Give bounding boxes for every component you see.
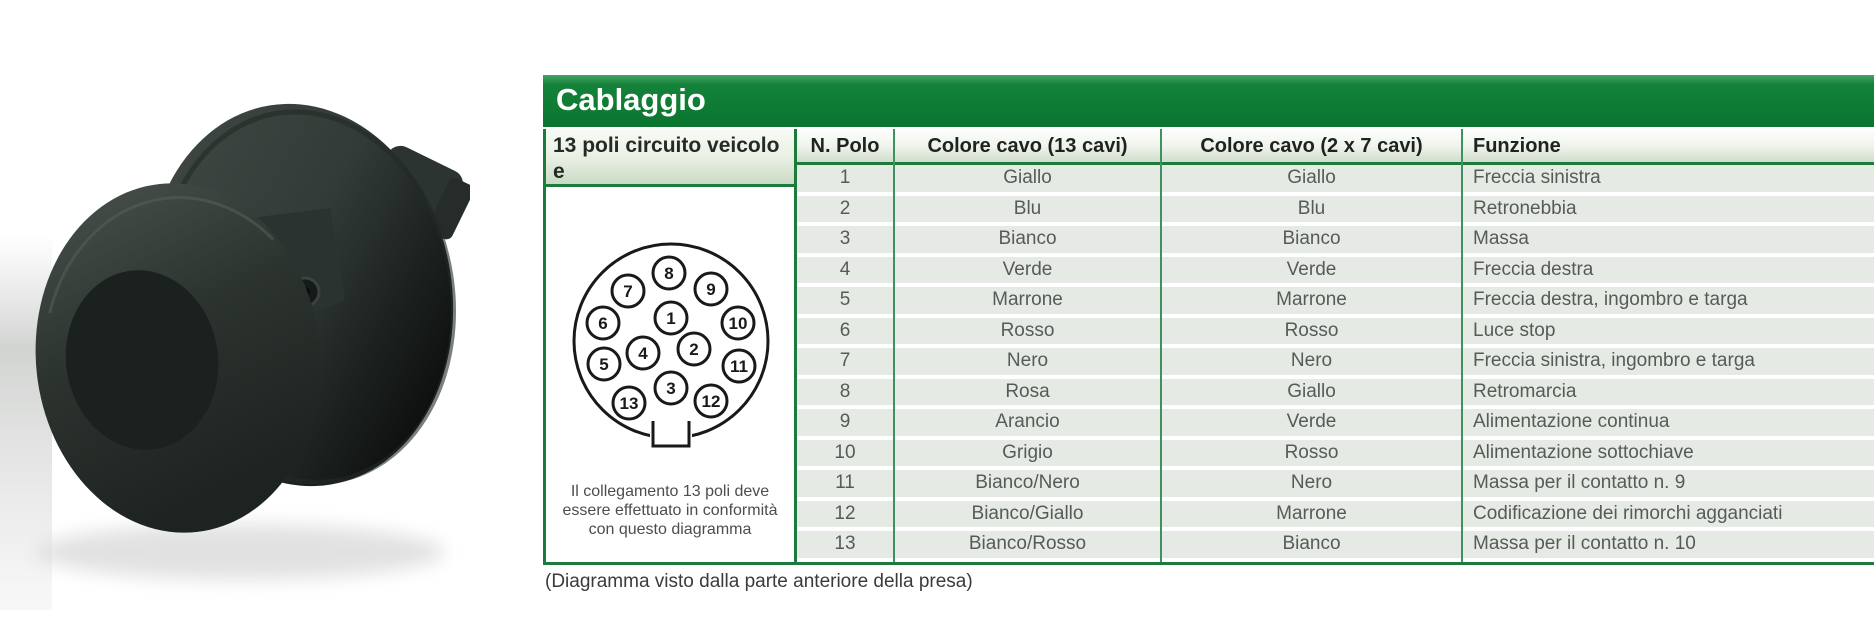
connector-photo-svg [0,60,470,620]
cell-polo-row-13: 13 [797,531,893,562]
cell-c27-row-11: Nero [1162,470,1461,501]
connector-photo [0,60,470,620]
col-header-polo: N. Polo [797,129,893,165]
cell-polo-row-3: 3 [797,226,893,257]
cell-c27-row-1: Giallo [1162,165,1461,196]
cell-c13-row-8: Rosa [895,379,1160,410]
panel-title: Cablaggio [556,82,706,117]
cell-funzione-row-7: Freccia sinistra, ingombro e targa [1463,348,1874,379]
pin-7-label: 7 [623,282,633,301]
panel-title-bar [543,75,1874,127]
pin-group [587,257,755,419]
pinout-header [546,129,794,187]
cell-funzione-row-6: Luce stop [1463,318,1874,349]
cell-polo-row-8: 8 [797,379,893,410]
pin-8-label: 8 [664,264,674,283]
cell-funzione-row-1: Freccia sinistra [1463,165,1874,196]
pinout-header-line1: 13 poli circuito veicolo e [553,134,780,183]
pin-diagram [546,187,794,477]
pin-6-label: 6 [598,314,608,333]
col-c13 [893,129,1160,562]
col-c27 [1160,129,1461,562]
cell-polo-row-12: 12 [797,501,893,532]
cell-polo-row-4: 4 [797,257,893,288]
cell-polo-row-1: 1 [797,165,893,196]
cell-funzione-row-4: Freccia destra [1463,257,1874,288]
cell-c27-row-8: Giallo [1162,379,1461,410]
cell-c13-row-2: Blu [895,196,1160,227]
cell-c13-row-11: Bianco/Nero [895,470,1160,501]
panel-body [543,129,1874,565]
cell-c27-row-9: Verde [1162,409,1461,440]
cell-c27-row-10: Rosso [1162,440,1461,471]
pinout-column [543,129,797,565]
pin-12-label: 12 [701,392,721,411]
pin-3-label: 3 [666,379,676,398]
cell-funzione-row-9: Alimentazione continua [1463,409,1874,440]
pin-4-label: 4 [638,344,648,363]
col-header-c13: Colore cavo (13 cavi) [895,129,1160,165]
cell-funzione-row-11: Massa per il contatto n. 9 [1463,470,1874,501]
pin-2-label: 2 [689,340,699,359]
cell-c27-row-3: Bianco [1162,226,1461,257]
cell-funzione-row-13: Massa per il contatto n. 10 [1463,531,1874,562]
cell-c13-row-12: Bianco/Giallo [895,501,1160,532]
cell-c27-row-6: Rosso [1162,318,1461,349]
diagram-caption: (Diagramma visto dalla parte anteriore della presa) [545,571,973,592]
cell-polo-row-5: 5 [797,287,893,318]
diagram-note-line-1: Il collegamento 13 poli deve [570,483,770,500]
cell-funzione-row-8: Retromarcia [1463,379,1874,410]
socket-notch [653,421,689,446]
cell-c27-row-4: Verde [1162,257,1461,288]
col-polo [797,129,893,562]
col-header-c27: Colore cavo (2 x 7 cavi) [1162,129,1461,165]
photo-shadow [35,524,445,580]
pin-1-label: 1 [666,309,676,328]
cell-polo-row-7: 7 [797,348,893,379]
cell-c13-row-1: Giallo [895,165,1160,196]
cell-polo-row-9: 9 [797,409,893,440]
cell-c13-row-4: Verde [895,257,1160,288]
cell-c13-row-6: Rosso [895,318,1160,349]
cell-c27-row-7: Nero [1162,348,1461,379]
cell-funzione-row-10: Alimentazione sottochiave [1463,440,1874,471]
cell-c27-row-5: Marrone [1162,287,1461,318]
cell-c13-row-9: Arancio [895,409,1160,440]
cell-c13-row-3: Bianco [895,226,1160,257]
col-header-funzione: Funzione [1463,129,1874,165]
cell-funzione-row-5: Freccia destra, ingombro e targa [1463,287,1874,318]
diagram-note-line-3: con questo diagramma [588,521,752,538]
col-funzione [1461,129,1874,562]
cell-c27-row-13: Bianco [1162,531,1461,562]
pin-11-label: 11 [730,357,748,376]
pin-5-label: 5 [599,355,609,374]
diagram-note-line-2: essere effettuato in conformità [562,502,778,519]
cell-polo-row-2: 2 [797,196,893,227]
diagram-note [546,482,794,539]
pin-13-label: 13 [619,394,639,413]
cell-c13-row-5: Marrone [895,287,1160,318]
pin-diagram-cell [546,187,794,556]
cell-funzione-row-2: Retronebbia [1463,196,1874,227]
cell-c13-row-7: Nero [895,348,1160,379]
cell-c27-row-2: Blu [1162,196,1461,227]
cell-funzione-row-12: Codificazione dei rimorchi agganciati [1463,501,1874,532]
cell-c13-row-10: Grigio [895,440,1160,471]
cell-polo-row-10: 10 [797,440,893,471]
pin-9-label: 9 [706,280,716,299]
cell-c27-row-12: Marrone [1162,501,1461,532]
cell-funzione-row-3: Massa [1463,226,1874,257]
cablaggio-panel [543,75,1874,565]
pin-10-label: 10 [728,314,748,333]
wiring-table [797,129,1874,565]
cell-polo-row-6: 6 [797,318,893,349]
cell-polo-row-11: 11 [797,470,893,501]
cell-c13-row-13: Bianco/Rosso [895,531,1160,562]
